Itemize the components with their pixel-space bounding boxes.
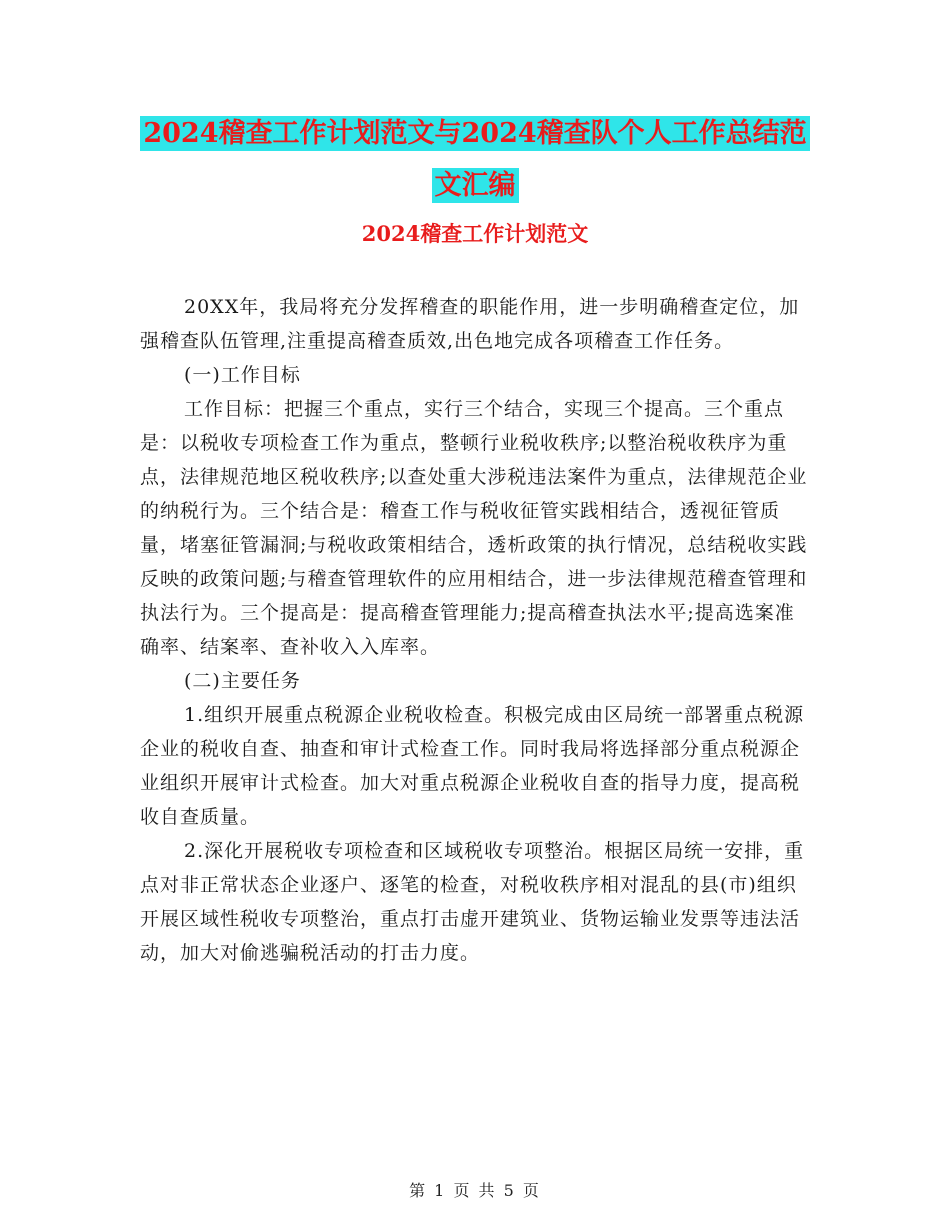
goals-paragraph: 工作目标：把握三个重点，实行三个结合，实现三个提高。三个重点是：以税收专项检查工作为重点，整顿行业税收秩序;以整治税收秩序为重点，法律规范地区税收秩序;以查处重大涉税违法案件为重点，法律规范企业的纳税行为。三个结合是：稽查工作与税收征管实践相结合，透视征管质量，堵塞征管漏洞;与税收政策相结合，透析政策的执行情况，总结税收实践反映的政策问题;与稽查管理软件的应用相结合，进一步法律规范稽查管理和执法行为。三个提高是：提高稽查管理能力;提高稽查执法水平;提高选案准确率、结案率、查补收入入库率。: [140, 398, 808, 658]
task-paragraph-2: 2.深化开展税收专项检查和区域税收专项整治。根据区局统一安排，重点对非正常状态企业逐户、逐笔的检查，对税收秩序相对混乱的县(市)组织开展区域性税收专项整治，重点打击虚开建筑业、货物运输业发票等违法活动，加大对偷逃骗税活动的打击力度。: [140, 840, 805, 964]
title-line-2: 文汇编: [0, 160, 950, 212]
section-heading-tasks: (二)主要任务: [184, 670, 301, 692]
page-number-footer: 第 1 页 共 5 页: [409, 1181, 541, 1200]
document-body: [140, 290, 812, 970]
intro-paragraph: 20XX年，我局将充分发挥稽查的职能作用，进一步明确稽查定位，加强稽查队伍管理,注重提高稽查质效,出色地完成各项稽查工作任务。: [140, 296, 800, 352]
title-line-1: 2024稽查工作计划范文与2024稽查队个人工作总结范: [0, 108, 950, 160]
section-subtitle: 2024稽查工作计划范文: [361, 221, 589, 246]
document-title: [0, 108, 950, 212]
section-heading-goals: (一)工作目标: [184, 364, 301, 386]
task-paragraph-1: 1.组织开展重点税源企业税收检查。积极完成由区局统一部署重点税源企业的税收自查、抽查和审计式检查工作。同时我局将选择部分重点税源企业组织开展审计式检查。加大对重点税源企业税收自查的指导力度，提高税收自查质量。: [140, 704, 805, 828]
